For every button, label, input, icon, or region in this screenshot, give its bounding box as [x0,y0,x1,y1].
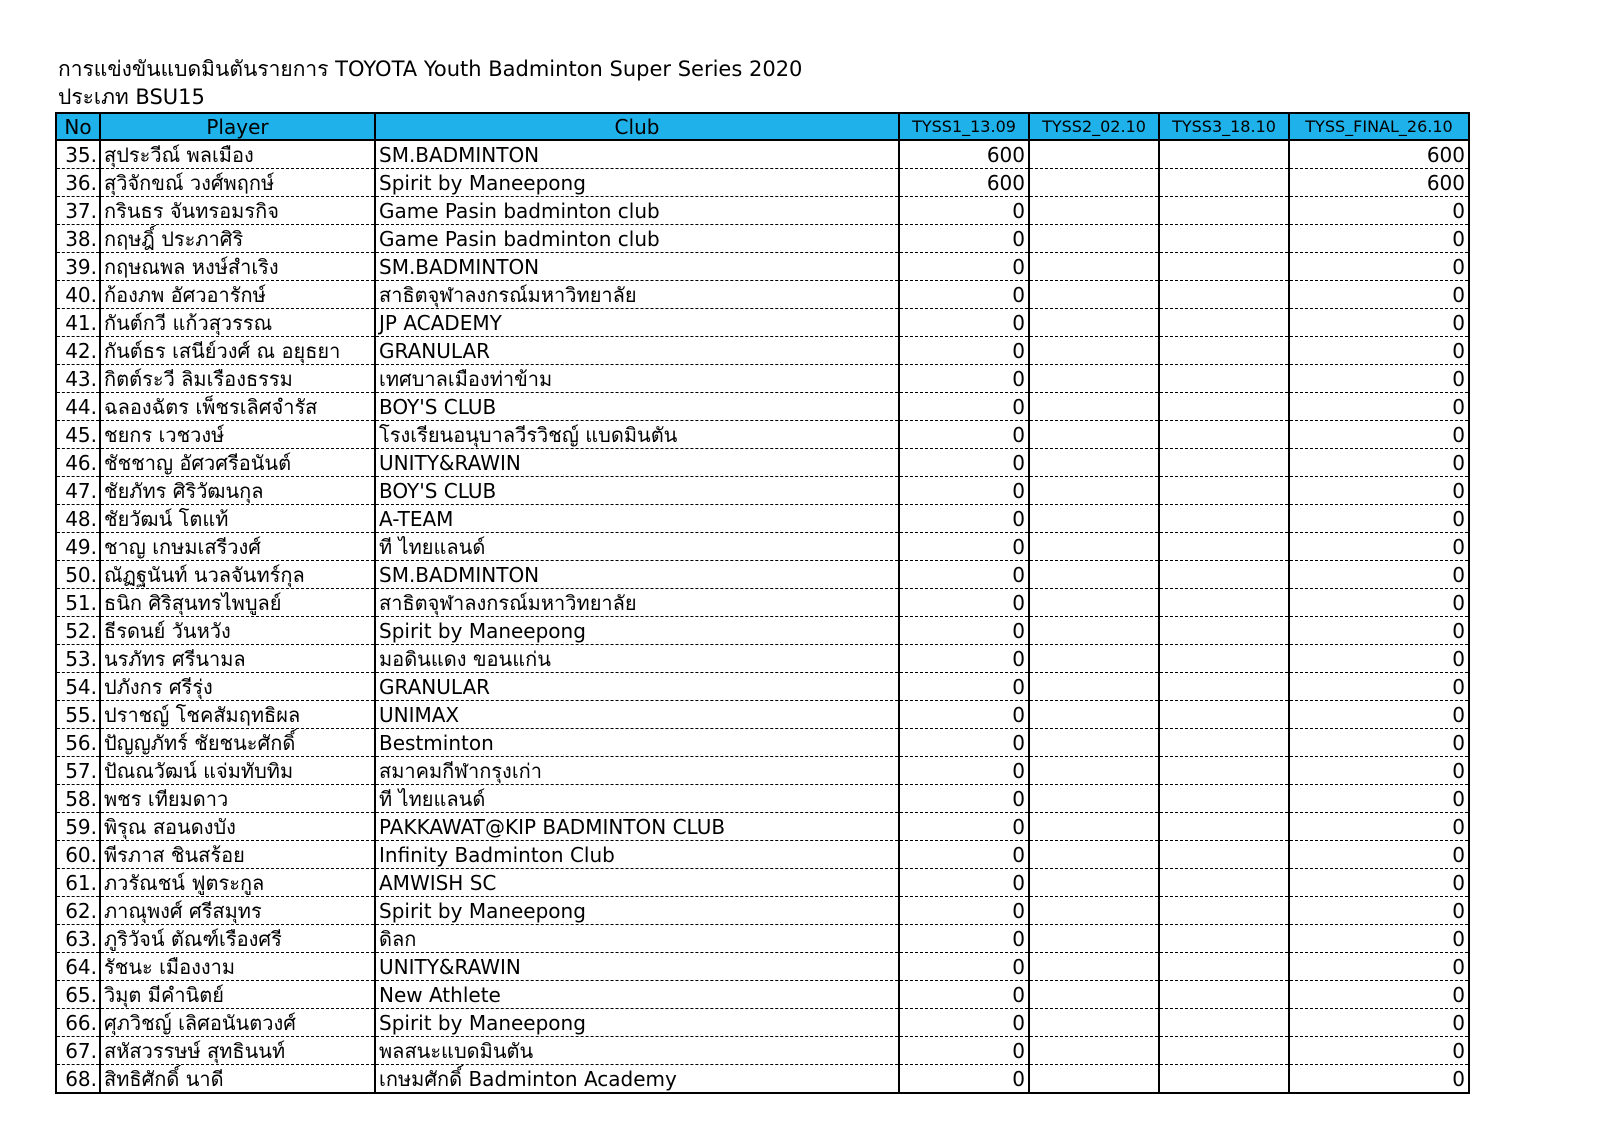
cell-tyss-final: 0 [1289,813,1469,841]
table-row [56,477,1469,505]
cell-club: พลสนะแบดมินตัน [375,1037,899,1065]
cell-player: ก้องภพ อัศวอารักษ์ [100,281,375,309]
cell-tyss2 [1029,253,1159,281]
cell-tyss2 [1029,561,1159,589]
table-row [56,981,1469,1009]
cell-tyss-final: 0 [1289,1037,1469,1065]
cell-no: 68. [65,1067,97,1091]
cell-club: JP ACADEMY [375,309,899,337]
cell-club: Game Pasin badminton club [375,225,899,253]
cell-player: ณัฏฐนันท์ นวลจันทร์กุล [100,561,375,589]
cell-player: ธนิก ศิริสุนทรไพบูลย์ [100,589,375,617]
cell-club: สาธิตจุฬาลงกรณ์มหาวิทยาลัย [375,589,899,617]
table-row [56,785,1469,813]
cell-tyss1: 0 [899,869,1029,897]
cell-tyss2 [1029,813,1159,841]
cell-tyss3 [1159,477,1289,505]
cell-player: สหัสวรรษษ์ สุทธินนท์ [100,1037,375,1065]
cell-tyss3 [1159,281,1289,309]
cell-tyss-final: 0 [1289,673,1469,701]
cell-player: ชาญ เกษมเสรีวงศ์ [100,533,375,561]
cell-no: 57. [56,757,100,785]
cell-tyss3 [1159,841,1289,869]
table-row [56,421,1469,449]
cell-tyss2 [1029,393,1159,421]
cell-player: ชยกร เวชวงษ์ [100,421,375,449]
cell-no: 66. [56,1009,100,1037]
header-tyss3: TYSS3_18.10 [1159,113,1289,140]
category-subtitle: ประเภท BSU15 [58,85,205,109]
cell-club: Spirit by Maneepong [375,897,899,925]
cell-player: พีรภาส ชินสร้อย [100,841,375,869]
table-row [56,701,1469,729]
cell-tyss2 [1029,701,1159,729]
cell-tyss-final: 0 [1289,561,1469,589]
cell-tyss-final: 600 [1289,140,1469,169]
cell-tyss1: 0 [899,281,1029,309]
cell-club: เทศบาลเมืองท่าข้าม [375,365,899,393]
cell-tyss3 [1159,393,1289,421]
cell-tyss2 [1029,505,1159,533]
cell-club: GRANULAR [375,673,899,701]
cell-tyss2 [1029,673,1159,701]
cell-tyss3 [1159,169,1289,197]
table-row [56,449,1469,477]
cell-tyss2 [1029,365,1159,393]
cell-tyss2 [1029,589,1159,617]
cell-tyss-final: 600 [1289,169,1469,197]
cell-tyss3 [1159,813,1289,841]
cell-no: 48. [56,505,100,533]
cell-player: นรภัทร ศรีนามล [100,645,375,673]
cell-tyss-final: 0 [1289,449,1469,477]
table-row [56,309,1469,337]
cell-tyss1: 0 [899,617,1029,645]
cell-tyss1: 0 [899,365,1029,393]
cell-tyss-final: 0 [1289,757,1469,785]
cell-tyss1: 0 [899,701,1029,729]
table-row [56,1065,1469,1094]
table-row [56,841,1469,869]
cell-tyss1: 0 [899,505,1029,533]
cell-tyss1: 0 [899,1009,1029,1037]
header-no: No [56,113,100,140]
cell-tyss-final: 0 [1289,617,1469,645]
cell-tyss1: 0 [899,841,1029,869]
table-row [56,561,1469,589]
cell-tyss3 [1159,785,1289,813]
cell-club: สมาคมกีฬากรุงเก่า [375,757,899,785]
table-row [56,169,1469,197]
cell-tyss-final: 0 [1289,1009,1469,1037]
cell-tyss1: 0 [899,925,1029,953]
header-tyss1: TYSS1_13.09 [899,113,1029,140]
cell-tyss3 [1159,225,1289,253]
cell-tyss2 [1029,533,1159,561]
cell-club: Spirit by Maneepong [375,169,899,197]
cell-tyss1: 0 [899,1037,1029,1065]
cell-club: ที ไทยแลนด์ [375,785,899,813]
cell-no: 38. [56,225,100,253]
cell-tyss-final: 0 [1289,225,1469,253]
table-row [56,1009,1469,1037]
cell-player: ภูริวัจน์ ตัณฑ์เรืองศรี [100,925,375,953]
cell-player: กันต์ธร เสนีย์วงศ์ ณ อยุธยา [100,337,375,365]
cell-no: 52. [56,617,100,645]
cell-tyss-final: 0 [1289,1065,1469,1094]
cell-no: 53. [56,645,100,673]
cell-no: 64. [56,953,100,981]
cell-player: สุประวีณ์ พลเมือง [100,140,375,169]
table-row [56,533,1469,561]
cell-tyss3 [1159,337,1289,365]
cell-tyss3 [1159,309,1289,337]
cell-player: สุวิจักขณ์ วงศ์พฤกษ์ [100,169,375,197]
cell-no: 46. [56,449,100,477]
cell-tyss1: 0 [899,645,1029,673]
cell-tyss2 [1029,925,1159,953]
ranking-table [55,112,1470,1094]
cell-player: ปัญญภัทร์ ชัยชนะศักดิ์ [100,729,375,757]
cell-club: A-TEAM [375,505,899,533]
cell-tyss3 [1159,869,1289,897]
cell-tyss2 [1029,337,1159,365]
cell-tyss1: 0 [899,757,1029,785]
cell-club: Infinity Badminton Club [375,841,899,869]
cell-no: 55. [56,701,100,729]
cell-no: 42. [56,337,100,365]
cell-player: ศุภวิชญ์ เลิศอนันตวงศ์ [100,1009,375,1037]
cell-tyss2 [1029,309,1159,337]
cell-player: กฤษณพล หงษ์สำเริง [100,253,375,281]
cell-tyss-final: 0 [1289,645,1469,673]
table-row [56,953,1469,981]
cell-no: 44. [56,393,100,421]
cell-tyss2 [1029,841,1159,869]
cell-no: 41. [56,309,100,337]
cell-tyss1: 0 [899,533,1029,561]
cell-no: 60. [56,841,100,869]
cell-tyss-final: 0 [1289,421,1469,449]
cell-club: PAKKAWAT@KIP BADMINTON CLUB [375,813,899,841]
cell-club: สาธิตจุฬาลงกรณ์มหาวิทยาลัย [375,281,899,309]
cell-tyss1: 0 [899,477,1029,505]
cell-club: Bestminton [375,729,899,757]
cell-no: 50. [56,561,100,589]
table-row [56,897,1469,925]
cell-tyss1: 0 [899,897,1029,925]
cell-tyss3 [1159,1037,1289,1065]
cell-tyss2 [1029,617,1159,645]
cell-tyss2 [1029,729,1159,757]
cell-tyss-final: 0 [1289,869,1469,897]
cell-tyss-final: 0 [1289,393,1469,421]
cell-tyss2 [1029,785,1159,813]
cell-no: 51. [56,589,100,617]
header-tyss-final: TYSS_FINAL_26.10 [1289,113,1469,140]
cell-club: BOY'S CLUB [375,393,899,421]
table-header-row [56,113,1469,140]
cell-tyss-final: 0 [1289,729,1469,757]
table-row [56,617,1469,645]
cell-tyss1: 600 [899,140,1029,169]
cell-tyss1: 0 [899,785,1029,813]
cell-club: ที ไทยแลนด์ [375,533,899,561]
cell-tyss3 [1159,561,1289,589]
cell-tyss1: 0 [899,953,1029,981]
cell-tyss3 [1159,617,1289,645]
cell-tyss1: 0 [899,673,1029,701]
cell-tyss3 [1159,197,1289,225]
cell-no: 59. [56,813,100,841]
cell-tyss2 [1029,140,1159,169]
cell-tyss-final: 0 [1289,981,1469,1009]
cell-tyss-final: 0 [1289,785,1469,813]
cell-tyss3 [1159,925,1289,953]
cell-club: ดิลก [375,925,899,953]
table-row [56,281,1469,309]
table-row [56,645,1469,673]
document-title: การแข่งขันแบดมินตันรายการ TOYOTA Youth Badminton Super Series 2020 [58,57,803,81]
cell-no: 58. [56,785,100,813]
table-row [56,869,1469,897]
cell-tyss3 [1159,757,1289,785]
table-row [56,365,1469,393]
cell-tyss3 [1159,449,1289,477]
cell-tyss2 [1029,981,1159,1009]
cell-tyss1: 0 [899,729,1029,757]
table-body [56,140,1469,1093]
cell-tyss2 [1029,645,1159,673]
table-row [56,505,1469,533]
table-row [56,393,1469,421]
cell-tyss3 [1159,505,1289,533]
cell-no: 54. [56,673,100,701]
cell-player: ภาณุพงศ์ ศรีสมุทร [100,897,375,925]
cell-player: ชัชชาญ อัศวศรีอนันต์ [100,449,375,477]
cell-tyss3 [1159,589,1289,617]
cell-player: พิรุณ สอนดงบัง [100,813,375,841]
cell-tyss2 [1029,953,1159,981]
cell-player: ฉลองฉัตร เพ็ชรเลิศจำรัส [100,393,375,421]
cell-tyss1: 600 [899,169,1029,197]
cell-no: 37. [56,197,100,225]
cell-club: UNITY&RAWIN [375,449,899,477]
cell-club: AMWISH SC [375,869,899,897]
cell-tyss1: 0 [899,589,1029,617]
cell-tyss3 [1159,673,1289,701]
cell-tyss-final: 0 [1289,197,1469,225]
cell-tyss-final: 0 [1289,365,1469,393]
cell-tyss-final: 0 [1289,701,1469,729]
cell-tyss3 [1159,533,1289,561]
header-tyss2: TYSS2_02.10 [1029,113,1159,140]
cell-player: วิมุต มีคำนิตย์ [100,981,375,1009]
cell-player: ปัณณวัฒน์ แจ่มทับทิม [100,757,375,785]
cell-club: Game Pasin badminton club [375,197,899,225]
cell-club: มอดินแดง ขอนแก่น [375,645,899,673]
cell-tyss2 [1029,1009,1159,1037]
cell-tyss3 [1159,981,1289,1009]
cell-no: 49. [56,533,100,561]
cell-tyss2 [1029,897,1159,925]
cell-tyss1: 0 [899,981,1029,1009]
cell-tyss-final: 0 [1289,477,1469,505]
cell-tyss1: 0 [899,309,1029,337]
cell-player: ธีรดนย์ วันหวัง [100,617,375,645]
cell-no: 56. [56,729,100,757]
cell-tyss-final: 0 [1289,505,1469,533]
cell-tyss-final: 0 [1289,309,1469,337]
header-player: Player [100,113,375,140]
header-club: Club [375,113,899,140]
cell-tyss3 [1159,1009,1289,1037]
cell-no: 43. [56,365,100,393]
cell-no: 67. [56,1037,100,1065]
cell-tyss3 [1159,645,1289,673]
cell-tyss-final: 0 [1289,589,1469,617]
cell-tyss2 [1029,225,1159,253]
cell-tyss3 [1159,701,1289,729]
cell-tyss1: 0 [899,393,1029,421]
cell-tyss-final: 0 [1289,533,1469,561]
cell-tyss1: 0 [899,813,1029,841]
cell-tyss3 [1159,140,1289,169]
cell-club: SM.BADMINTON [375,561,899,589]
cell-tyss1: 0 [899,225,1029,253]
table-row [56,925,1469,953]
cell-tyss-final: 0 [1289,897,1469,925]
cell-club: New Athlete [375,981,899,1009]
cell-no: 45. [56,421,100,449]
cell-tyss2 [1029,1037,1159,1065]
cell-no: 39. [56,253,100,281]
table-row [56,673,1469,701]
cell-tyss2 [1029,169,1159,197]
cell-no: 62. [56,897,100,925]
table-row [56,813,1469,841]
cell-club: Spirit by Maneepong [375,617,899,645]
cell-tyss3 [1159,365,1289,393]
cell-tyss-final: 0 [1289,281,1469,309]
cell-tyss2 [1029,281,1159,309]
cell-club: UNITY&RAWIN [375,953,899,981]
cell-tyss-final: 0 [1289,953,1469,981]
cell-player: ชัยภัทร ศิริวัฒนกุล [100,477,375,505]
cell-club: UNIMAX [375,701,899,729]
cell-player: ภวรัณชน์ ฟูตระกูล [100,869,375,897]
cell-tyss1: 0 [899,337,1029,365]
cell-no: 47. [56,477,100,505]
cell-no: 36. [56,169,100,197]
cell-player: กันต์กวี แก้วสุวรรณ [100,309,375,337]
table-row [56,729,1469,757]
cell-club: SM.BADMINTON [375,253,899,281]
cell-player: ชัยวัฒน์ โตแท้ [100,505,375,533]
cell-tyss-final: 0 [1289,253,1469,281]
cell-tyss2 [1029,421,1159,449]
cell-no: 35. [56,140,100,169]
cell-tyss1: 0 [899,253,1029,281]
cell-club: BOY'S CLUB [375,477,899,505]
cell-tyss1: 0 [899,449,1029,477]
cell-tyss-final: 0 [1289,337,1469,365]
cell-tyss2 [1029,869,1159,897]
table-row [56,197,1469,225]
cell-player: ปภังกร ศรีรุ่ง [100,673,375,701]
cell-tyss1: 0 [899,561,1029,589]
cell-tyss3 [1159,421,1289,449]
cell-tyss3 [1159,729,1289,757]
table-row [56,225,1469,253]
cell-club: SM.BADMINTON [375,140,899,169]
cell-tyss2 [1029,449,1159,477]
cell-player: กฤษฎิ์ ประภาศิริ [100,225,375,253]
table-row [56,589,1469,617]
cell-tyss-final: 0 [1289,925,1469,953]
cell-no: 63. [56,925,100,953]
cell-player: กิตต์ระวี ลิมเรืองธรรม [100,365,375,393]
table-row [56,757,1469,785]
cell-tyss2 [1029,477,1159,505]
cell-tyss3 [1159,1065,1289,1094]
cell-tyss2 [1029,757,1159,785]
table-row [56,253,1469,281]
cell-tyss1: 0 [899,197,1029,225]
cell-tyss2 [1029,197,1159,225]
cell-tyss-final: 0 [1289,841,1469,869]
cell-club: โรงเรียนอนุบาลวีรวิชญ์ แบดมินตัน [375,421,899,449]
cell-tyss3 [1159,953,1289,981]
cell-player: พชร เทียมดาว [100,785,375,813]
cell-tyss1: 0 [899,1065,1029,1094]
cell-player: รัชนะ เมืองงาม [100,953,375,981]
cell-club: Spirit by Maneepong [375,1009,899,1037]
cell-no: 61. [56,869,100,897]
table-row [56,337,1469,365]
cell-no: 40. [56,281,100,309]
cell-no: 65. [56,981,100,1009]
table-row [56,140,1469,169]
cell-player: กรินธร จันทรอมรกิจ [100,197,375,225]
cell-club: GRANULAR [375,337,899,365]
cell-tyss2 [1029,1065,1159,1094]
table-row [56,1037,1469,1065]
cell-club: เกษมศักดิ์ Badminton Academy [375,1065,899,1094]
cell-player: ปราชญ์ โชคสัมฤทธิผล [100,701,375,729]
cell-tyss3 [1159,897,1289,925]
cell-player: สิทธิศักดิ์ นาดี [100,1065,375,1094]
cell-tyss3 [1159,253,1289,281]
cell-tyss1: 0 [899,421,1029,449]
